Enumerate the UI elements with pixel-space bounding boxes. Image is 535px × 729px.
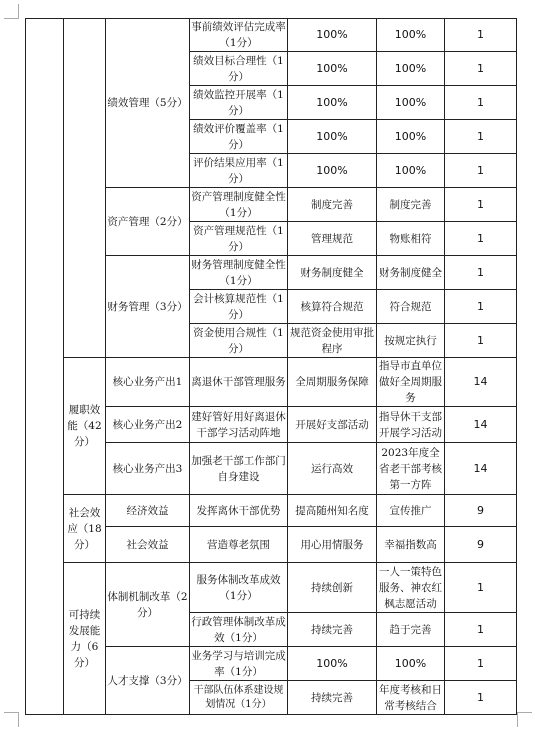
indicator-cell: 资产管理规范性（1分） — [190, 222, 288, 256]
target-cell: 财务制度健全 — [288, 256, 377, 290]
group-reform: 体制机制改革（2分） — [106, 563, 190, 647]
actual-cell: 100% — [377, 52, 445, 86]
target-cell: 持续完善 — [288, 613, 377, 647]
actual-cell: 物账相符 — [377, 222, 445, 256]
group-perf-mgmt: 绩效管理（5分） — [106, 19, 190, 188]
indicator-cell: 事前绩效评估完成率（1分） — [190, 19, 288, 52]
indicator-cell: 营造尊老氛围 — [190, 527, 288, 563]
table-row — [26, 495, 517, 527]
indicator-cell: 建好管好用好离退休干部学习活动阵地 — [190, 407, 288, 443]
target-cell: 100% — [288, 19, 377, 52]
score-cell: 9 — [445, 527, 517, 563]
target-cell: 全周期服务保障 — [288, 358, 377, 407]
actual-cell: 指导市直单位做好全周期服务 — [377, 358, 445, 407]
actual-cell: 宣传推广 — [377, 495, 445, 527]
indicator-cell: 服务体制改革成效（1分） — [190, 563, 288, 613]
subcategory-cell: 核心业务产出1 — [106, 358, 190, 407]
actual-cell: 2023年度全省老干部考核第一方阵 — [377, 443, 445, 495]
target-cell: 规范资金使用审批程序 — [288, 324, 377, 358]
score-cell: 1 — [445, 188, 517, 222]
indicator-cell: 绩效目标合理性（1分） — [190, 52, 288, 86]
score-cell: 1 — [445, 222, 517, 256]
table-row — [26, 563, 517, 613]
score-cell: 1 — [445, 324, 517, 358]
score-cell: 1 — [445, 647, 517, 681]
subcategory-cell: 经济效益 — [106, 495, 190, 527]
indicator-cell: 资产管理制度健全性（1分） — [190, 188, 288, 222]
indicator-cell: 绩效评价覆盖率（1分） — [190, 120, 288, 154]
target-cell: 管理规范 — [288, 222, 377, 256]
actual-cell: 年度考核和日常考核结合 — [377, 681, 445, 715]
actual-cell: 幸福指数高 — [377, 527, 445, 563]
indicator-cell: 会计核算规范性（1分） — [190, 290, 288, 324]
score-cell: 1 — [445, 120, 517, 154]
subcategory-cell: 核心业务产出3 — [106, 443, 190, 495]
actual-cell: 按规定执行 — [377, 324, 445, 358]
actual-cell: 100% — [377, 647, 445, 681]
group-talent: 人才支撑（3分） — [106, 647, 190, 715]
crop-mark-top-left — [4, 4, 19, 19]
table-row — [26, 19, 517, 52]
actual-cell: 一人一策特色服务、神农红枫志愿活动 — [377, 563, 445, 613]
target-cell: 制度完善 — [288, 188, 377, 222]
score-cell: 1 — [445, 86, 517, 120]
score-cell: 1 — [445, 19, 517, 52]
score-cell: 1 — [445, 681, 517, 715]
actual-cell: 指导休干支部开展学习活动 — [377, 407, 445, 443]
target-cell: 100% — [288, 86, 377, 120]
score-cell: 1 — [445, 154, 517, 188]
group-effectiveness: 履职效能（42分） — [64, 358, 106, 495]
score-cell: 1 — [445, 290, 517, 324]
target-cell: 核算符合规范 — [288, 290, 377, 324]
indicator-cell: 发挥离休干部优势 — [190, 495, 288, 527]
score-cell: 14 — [445, 407, 517, 443]
target-cell: 100% — [288, 52, 377, 86]
score-cell: 14 — [445, 358, 517, 407]
target-cell: 开展好支部活动 — [288, 407, 377, 443]
target-cell: 运行高效 — [288, 443, 377, 495]
table-row — [26, 358, 517, 407]
crop-mark-bottom-right — [517, 712, 532, 727]
subcategory-cell: 社会效益 — [106, 527, 190, 563]
indicator-cell: 评价结果应用率（1分） — [190, 154, 288, 188]
level1-cell — [26, 19, 64, 715]
group-fin-mgmt: 财务管理（3分） — [106, 256, 190, 358]
score-cell: 14 — [445, 443, 517, 495]
actual-cell: 财务制度健全 — [377, 256, 445, 290]
indicator-cell: 离退休干部管理服务 — [190, 358, 288, 407]
score-cell: 1 — [445, 52, 517, 86]
actual-cell: 100% — [377, 86, 445, 120]
actual-cell: 100% — [377, 19, 445, 52]
performance-table — [25, 18, 517, 715]
subcategory-cell: 核心业务产出2 — [106, 407, 190, 443]
actual-cell: 100% — [377, 120, 445, 154]
indicator-cell: 绩效监控开展率（1分） — [190, 86, 288, 120]
target-cell: 100% — [288, 647, 377, 681]
actual-cell: 制度完善 — [377, 188, 445, 222]
indicator-cell: 干部队伍体系建设规划情况（1分） — [190, 681, 288, 715]
indicator-cell: 资金使用合规性（1分） — [190, 324, 288, 358]
group-sustain: 可持续发展能力（6分） — [64, 563, 106, 715]
actual-cell: 趋于完善 — [377, 613, 445, 647]
indicator-cell: 财务管理制度健全性（1分） — [190, 256, 288, 290]
target-cell: 持续创新 — [288, 563, 377, 613]
level2-cell — [64, 19, 106, 358]
crop-mark-bottom-left — [4, 712, 19, 727]
target-cell: 提高随州知名度 — [288, 495, 377, 527]
indicator-cell: 加强老干部工作部门自身建设 — [190, 443, 288, 495]
indicator-cell: 行政管理体制改革成效（1分） — [190, 613, 288, 647]
target-cell: 100% — [288, 120, 377, 154]
score-cell: 1 — [445, 563, 517, 613]
score-cell: 1 — [445, 256, 517, 290]
score-cell: 1 — [445, 613, 517, 647]
target-cell: 用心用情服务 — [288, 527, 377, 563]
actual-cell: 符合规范 — [377, 290, 445, 324]
group-asset-mgmt: 资产管理（2分） — [106, 188, 190, 256]
target-cell: 100% — [288, 154, 377, 188]
indicator-cell: 业务学习与培训完成率（1分） — [190, 647, 288, 681]
target-cell: 持续完善 — [288, 681, 377, 715]
actual-cell: 100% — [377, 154, 445, 188]
group-social-effect: 社会效应（18分） — [64, 495, 106, 563]
score-cell: 9 — [445, 495, 517, 527]
